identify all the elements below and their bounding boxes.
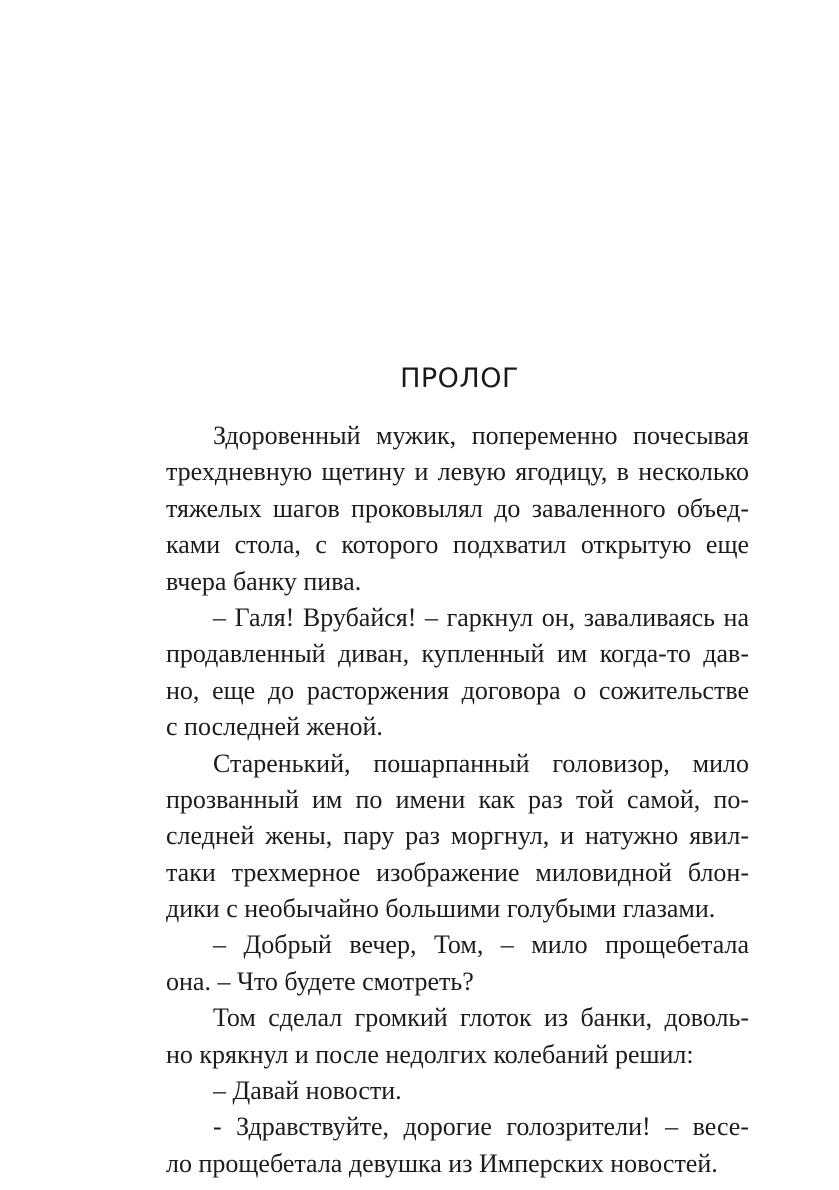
chapter-body bbox=[166, 418, 749, 1182]
text-line: Том сделал громкий глоток из банки, доволь- bbox=[213, 1003, 749, 1033]
paragraph bbox=[166, 927, 749, 1000]
text-line: трехдневную щетину и левую ягодицу, в несколько bbox=[166, 457, 749, 487]
text-line: но крякнул и после недолгих колебаний решил: bbox=[166, 1039, 694, 1069]
text-line: продавленный диван, купленный им когда-то дав- bbox=[166, 639, 749, 669]
paragraph bbox=[166, 1109, 749, 1182]
text-line: - Здравствуйте, дорогие голозрители! – весе- bbox=[213, 1112, 749, 1142]
text-line: с последней женой. bbox=[166, 712, 383, 742]
paragraph bbox=[166, 1000, 749, 1073]
paragraph bbox=[166, 418, 749, 600]
chapter-title: ПРОЛОГ bbox=[400, 363, 519, 394]
text-line: ками стола, с которого подхватил открытую еще bbox=[166, 530, 749, 560]
text-line: тяжелых шагов проковылял до заваленного объед- bbox=[166, 493, 749, 523]
paragraph bbox=[166, 600, 749, 746]
text-line: Старенький, пошарпанный головизор, мило bbox=[213, 748, 749, 778]
text-line: – Добрый вечер, Том, – мило прощебетала bbox=[213, 930, 749, 960]
text-line: но, еще до расторжения договора о сожительстве bbox=[166, 675, 749, 705]
paragraph bbox=[166, 1073, 749, 1109]
text-line: дики с необычайно большими голубыми глазами. bbox=[166, 894, 716, 924]
text-line: таки трехмерное изображение миловидной блон- bbox=[166, 857, 749, 887]
text-line: прозванный им по имени как раз той самой, по- bbox=[166, 784, 749, 814]
text-line: ло прощебетала девушка из Имперских новостей. bbox=[166, 1148, 718, 1178]
text-line: вчера банку пива. bbox=[166, 566, 362, 596]
text-line: следней жены, пару раз моргнул, и натужно явил- bbox=[166, 821, 749, 851]
text-line: – Давай новости. bbox=[213, 1076, 402, 1106]
text-line: – Галя! Врубайся! – гаркнул он, заваливаясь на bbox=[213, 602, 749, 632]
paragraph bbox=[166, 746, 749, 928]
text-line: Здоровенный мужик, попеременно почесывая bbox=[213, 421, 749, 450]
text-line: она. – Что будете смотреть? bbox=[166, 966, 474, 996]
